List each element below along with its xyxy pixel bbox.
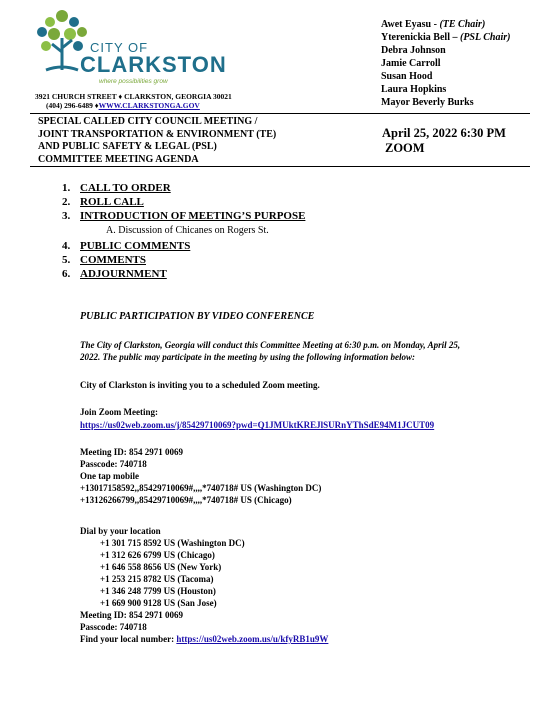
participation-heading: PUBLIC PARTICIPATION BY VIDEO CONFERENCE — [80, 311, 315, 322]
join-zoom-label: Join Zoom Meeting: — [80, 407, 158, 417]
meeting-id: Meeting ID: 854 2971 0069 — [80, 447, 183, 457]
member: Susan Hood — [381, 71, 433, 82]
meeting-date-time: April 25, 2022 6:30 PM — [382, 126, 506, 140]
logo-clarkston: CLARKSTON — [80, 52, 227, 77]
dial-number: +1 301 715 8592 US (Washington DC) — [100, 538, 245, 548]
local-number-row: Find your local number: https://us02web.zoom.us/u/kfyRB1u9W — [80, 634, 329, 644]
one-tap-number: +13017158592,,85429710069#,,,,*740718# US (Washington DC) — [80, 483, 322, 493]
passcode: Passcode: 740718 — [80, 459, 147, 469]
member: Debra Johnson — [381, 45, 446, 56]
agenda-sub-item: A. Discussion of Chicanes on Rogers St. — [106, 225, 269, 236]
meeting-title: SPECIAL CALLED CITY COUNCIL MEETING / JOINT TRANSPORTATION & ENVIRONMENT (TE) AND PUBLIC SAFETY & LEGAL (PSL) COMMITTEE MEETING AGENDA — [38, 116, 277, 165]
address-line: 3921 CHURCH STREET ♦ CLARKSTON, GEORGIA 30021 — [35, 92, 232, 101]
header-divider-bottom — [30, 166, 530, 167]
dial-in-section — [80, 525, 520, 645]
dial-number: +1 646 558 8656 US (New York) — [100, 562, 222, 572]
join-zoom-row — [80, 419, 520, 431]
join-zoom-link[interactable]: https://us02web.zoom.us/j/85429710069?pwd=Q1JMUktKREJlSURnYThSdE94M1JCUT09 — [80, 420, 435, 430]
header-divider-top — [30, 113, 530, 114]
dial-label: Dial by your location — [80, 526, 161, 536]
meeting-id: Meeting ID: 854 2971 0069 — [80, 610, 183, 620]
logo-city-of: CITY OF — [90, 40, 149, 55]
zoom-invite: City of Clarkston is inviting you to a scheduled Zoom meeting. — [80, 380, 320, 390]
one-tap-number: +13126266799,,85429710069#,,,,*740718# US (Chicago) — [80, 495, 292, 505]
dial-number: +1 669 900 9128 US (San Jose) — [100, 598, 217, 608]
member: Laura Hopkins — [381, 84, 447, 95]
participation-intro: The City of Clarkston, Georgia will conduct this Committee Meeting at 6:30 p.m. on Monday, April 25, 2022. The public may participate in the meeting by using the following information below: — [80, 340, 461, 362]
website-link[interactable]: WWW.CLARKSTONGA.GOV — [98, 101, 200, 110]
logo-tagline: where possibilities grow — [99, 78, 168, 85]
agenda-list: 1. CALL TO ORDER 2. ROLL CALL 3. INTRODUCTION OF MEETING’S PURPOSE A. Discussion of Chicanes on Rogers St. 4. PUBLIC COMMENTS 5. COMMENTS 6. ADJOURNMENT — [62, 182, 306, 280]
contact-line — [46, 101, 200, 110]
dial-number: +1 253 215 8782 US (Tacoma) — [100, 574, 214, 584]
dial-number: +1 346 248 7799 US (Houston) — [100, 586, 216, 596]
meeting-date — [382, 126, 506, 156]
member: Jamie Carroll — [381, 58, 441, 69]
one-tap-label: One tap mobile — [80, 471, 140, 481]
meeting-location: ZOOM — [385, 141, 425, 155]
member: Awet Eyasu - (TE Chair) — [381, 19, 486, 30]
passcode: Passcode: 740718 — [80, 622, 147, 632]
local-number-link[interactable]: https://us02web.zoom.us/u/kfyRB1u9W — [176, 634, 329, 644]
dial-number: +1 312 626 6799 US (Chicago) — [100, 550, 215, 560]
member: Yterenickia Bell – (PSL Chair) — [381, 32, 511, 43]
council-members — [381, 18, 510, 109]
phone-number: (404) 296-6489 ♦ — [46, 101, 99, 110]
member: Mayor Beverly Burks — [381, 97, 474, 108]
zoom-details — [80, 446, 520, 506]
